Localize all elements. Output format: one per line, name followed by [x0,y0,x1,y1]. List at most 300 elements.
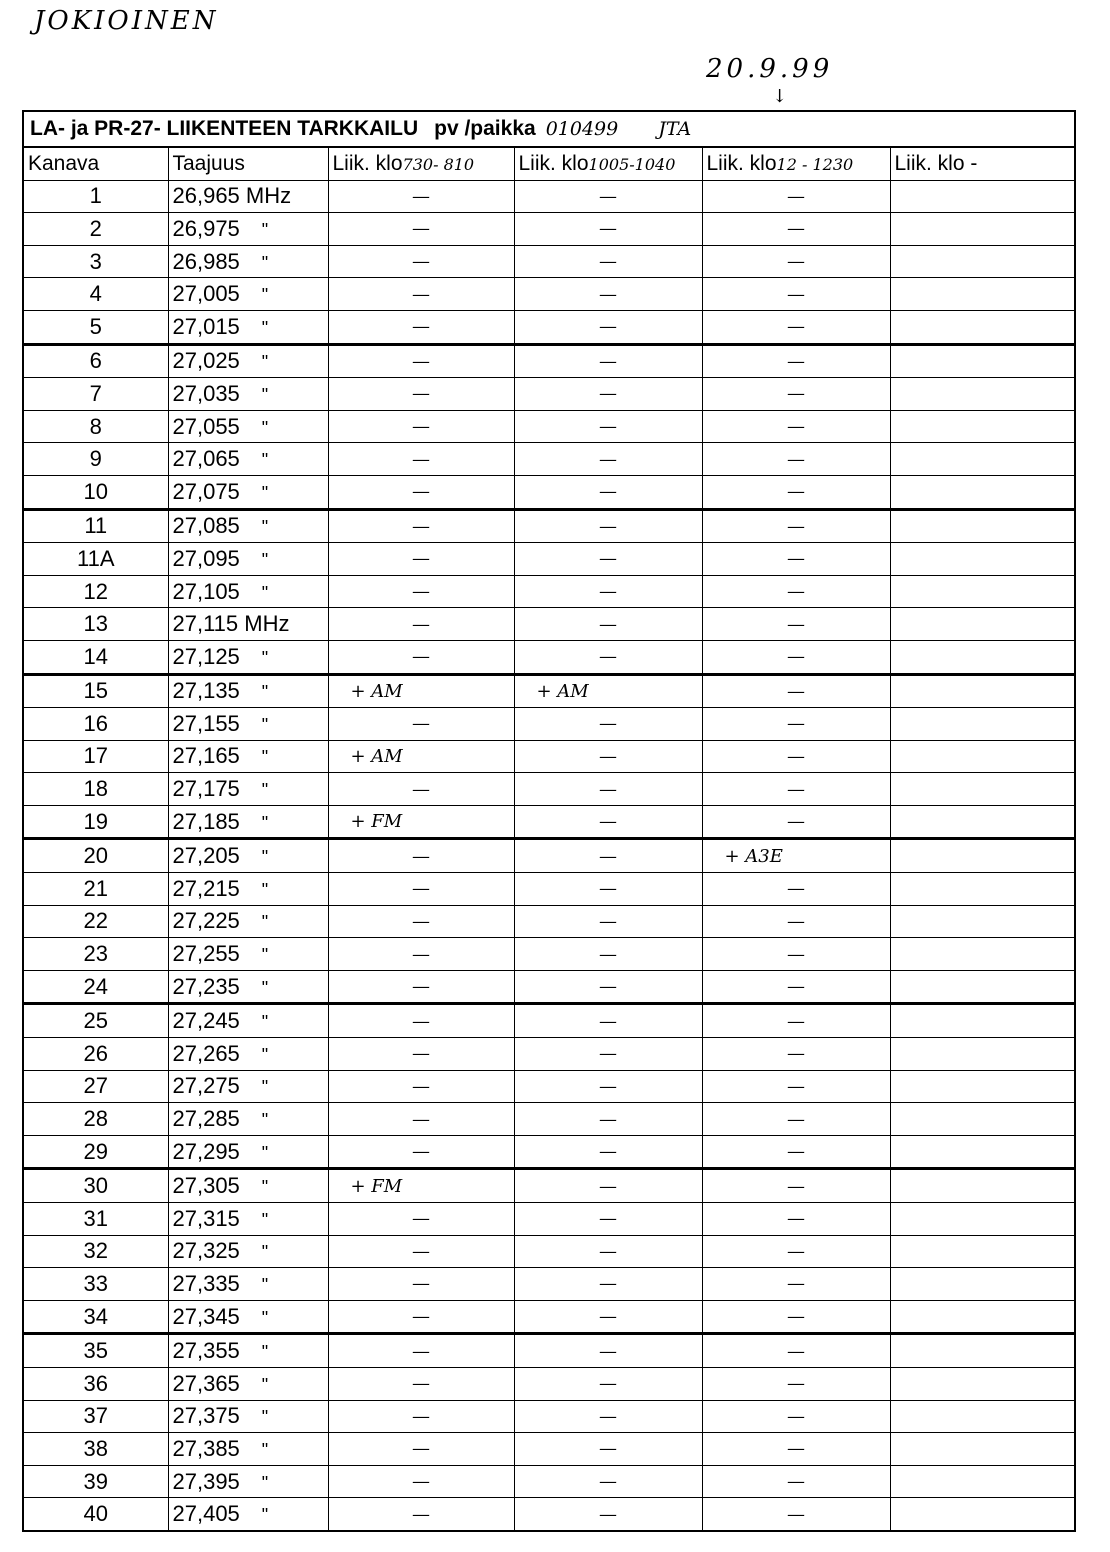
ditto-mark: " [261,912,269,933]
observation-slot-2: — [514,1038,702,1071]
frequency-cell [168,1203,328,1236]
observation-slot-2: — [514,640,702,674]
channel-number: 31 [24,1203,168,1236]
frequency-cell [168,640,328,674]
observation-slot-4 [890,873,1074,906]
place-value: 010499 [545,118,619,140]
frequency-value: 27,205 [172,843,240,869]
observation-slot-3: — [702,1367,890,1400]
observation-slot-3: — [702,674,890,708]
observation-slot-3: — [702,1498,890,1530]
frequency-cell [168,509,328,543]
channel-number: 4 [24,278,168,311]
table-row [24,773,1074,806]
observation-slot-3: — [702,410,890,443]
observation-slot-4 [890,1235,1074,1268]
channel-number: 17 [24,740,168,773]
place-label: pv /paikka [434,117,536,140]
observation-slot-4 [890,773,1074,806]
observation-slot-1: — [328,970,514,1004]
monitoring-form [22,110,1076,1532]
observation-slot-3: — [702,443,890,476]
frequency-value: 27,355 [172,1338,240,1364]
channel-number: 35 [24,1334,168,1368]
frequency-value: 27,005 [172,281,240,307]
ditto-mark: " [261,482,269,503]
channel-number: 13 [24,608,168,641]
observation-slot-1: — [328,1103,514,1136]
frequency-cell [168,970,328,1004]
channel-number: 30 [24,1169,168,1203]
frequency-value: 27,255 [172,941,240,967]
ditto-mark: " [261,1077,269,1098]
ditto-mark: " [261,285,269,306]
observation-slot-4 [890,970,1074,1004]
observation-slot-3: — [702,1400,890,1433]
form-title: LA- ja PR-27- LIIKENTEEN TARKKAILU [30,117,419,140]
observation-slot-1: — [328,1498,514,1530]
ditto-mark: " [261,812,269,833]
frequency-cell [168,475,328,509]
observation-slot-2: — [514,344,702,378]
observation-slot-3: — [702,1135,890,1169]
channel-number: 32 [24,1235,168,1268]
observation-slot-1: — [328,575,514,608]
frequency-cell [168,245,328,278]
observation-slot-1: — [328,1070,514,1103]
observation-slot-3: — [702,708,890,741]
observation-slot-3: — [702,905,890,938]
observation-slot-4 [890,543,1074,576]
frequency-cell [168,1169,328,1203]
channel-number: 39 [24,1465,168,1498]
ditto-mark: " [261,945,269,966]
channel-number: 24 [24,970,168,1004]
observation-slot-3: — [702,740,890,773]
observation-slot-3: — [702,1268,890,1301]
header-taajuus: Taajuus [168,148,328,180]
frequency-value: 27,265 [172,1040,240,1066]
observation-slot-3: — [702,278,890,311]
ditto-mark: " [261,219,269,240]
observation-slot-1: — [328,180,514,213]
ditto-mark: " [261,1142,269,1163]
ditto-mark: " [261,252,269,273]
table-header-row [24,148,1074,180]
frequency-value: 27,235 [172,973,240,999]
observation-slot-2: — [514,1103,702,1136]
observation-slot-4 [890,1300,1074,1334]
frequency-cell [168,1038,328,1071]
table-row [24,509,1074,543]
channel-number: 21 [24,873,168,906]
frequency-cell [168,773,328,806]
table-row [24,1235,1074,1268]
observation-slot-3: — [702,310,890,344]
observation-slot-2: — [514,839,702,873]
header-liik-3-time: 12 - 1230 [776,154,854,174]
table-row [24,1169,1074,1203]
frequency-cell [168,278,328,311]
ditto-mark: " [261,977,269,998]
channel-number: 36 [24,1367,168,1400]
frequency-value: 26,975 [172,215,240,241]
form-title-row [24,112,1074,148]
table-row [24,608,1074,641]
table-row [24,543,1074,576]
observation-slot-1: — [328,475,514,509]
frequency-cell [168,180,328,213]
observation-slot-1: + AM [328,740,514,773]
table-row [24,1135,1074,1169]
observation-slot-1: — [328,1268,514,1301]
frequency-value: 27,015 [172,313,240,339]
observation-slot-1: — [328,708,514,741]
frequency-value: 27,125 [172,643,240,669]
observation-slot-2: — [514,1004,702,1038]
observation-slot-1: — [328,1400,514,1433]
ditto-mark: " [261,417,269,438]
frequency-value: 27,085 [172,513,240,539]
table-row [24,938,1074,971]
observation-slot-2: — [514,475,702,509]
table-row [24,443,1074,476]
table-row [24,905,1074,938]
frequency-value: 27,055 [172,413,240,439]
frequency-cell [168,310,328,344]
observation-slot-3: — [702,1103,890,1136]
frequency-value: 27,275 [172,1073,240,1099]
ditto-mark: " [261,549,269,570]
ditto-mark: " [261,879,269,900]
frequency-cell [168,543,328,576]
observation-slot-2: — [514,1465,702,1498]
channel-number: 28 [24,1103,168,1136]
observation-slot-3: — [702,509,890,543]
observation-slot-4 [890,1004,1074,1038]
observation-slot-4 [890,708,1074,741]
channel-number: 27 [24,1070,168,1103]
observation-slot-1: — [328,1367,514,1400]
channel-number: 7 [24,378,168,411]
table-row [24,708,1074,741]
table-row [24,180,1074,213]
observation-slot-3: — [702,873,890,906]
frequency-value: 27,115 MHz [172,611,290,637]
header-liik-2-time: 1005-1040 [588,154,676,174]
observation-slot-3: — [702,1169,890,1203]
observation-slot-3: — [702,1235,890,1268]
frequency-cell [168,1103,328,1136]
header-liik-1-label: Liik. klo [332,151,403,175]
ditto-mark: " [261,1374,269,1395]
table-row [24,674,1074,708]
table-row [24,1300,1074,1334]
frequency-cell [168,1235,328,1268]
observation-slot-2: — [514,1400,702,1433]
frequency-value: 27,215 [172,875,240,901]
table-row [24,1433,1074,1466]
observation-slot-4 [890,1135,1074,1169]
table-row [24,640,1074,674]
frequency-value: 26,985 [172,248,240,274]
observation-slot-1: — [328,839,514,873]
channel-number: 38 [24,1433,168,1466]
observation-slot-1: — [328,1135,514,1169]
frequency-value: 27,065 [172,446,240,472]
frequency-value: 27,385 [172,1435,240,1461]
frequency-value: 27,105 [172,578,240,604]
channel-number: 1 [24,180,168,213]
ditto-mark: " [261,682,269,703]
table-row [24,839,1074,873]
observation-slot-4 [890,839,1074,873]
channel-number: 14 [24,640,168,674]
observation-slot-3: — [702,213,890,246]
place-code: JTA [658,118,692,140]
frequency-value: 27,395 [172,1468,240,1494]
observation-slot-4 [890,1367,1074,1400]
ditto-mark: " [261,1110,269,1131]
observation-slot-1: — [328,640,514,674]
frequency-cell [168,1400,328,1433]
frequency-value: 27,225 [172,908,240,934]
frequency-cell [168,1004,328,1038]
channel-number: 18 [24,773,168,806]
observation-slot-3: — [702,1433,890,1466]
table-row [24,1103,1074,1136]
observation-slot-1: — [328,1300,514,1334]
observation-slot-3: — [702,245,890,278]
table-row [24,970,1074,1004]
table-row [24,873,1074,906]
observation-slot-2: — [514,740,702,773]
observation-slot-2: — [514,1169,702,1203]
observation-slot-1: — [328,1203,514,1236]
channel-number: 19 [24,805,168,839]
frequency-cell [168,674,328,708]
channel-number: 8 [24,410,168,443]
channel-table [24,148,1074,1530]
frequency-value: 27,135 [172,678,240,704]
frequency-value: 27,285 [172,1106,240,1132]
observation-slot-1: + FM [328,805,514,839]
table-row [24,310,1074,344]
header-liik-4: Liik. klo - [890,148,1074,180]
observation-slot-2: — [514,575,702,608]
observation-slot-4 [890,1334,1074,1368]
ditto-mark: " [261,1505,269,1526]
ditto-mark: " [261,1342,269,1363]
frequency-value: 27,165 [172,743,240,769]
frequency-value: 27,335 [172,1270,240,1296]
ditto-mark: " [261,1472,269,1493]
ditto-mark: " [261,1407,269,1428]
observation-slot-2: + AM [514,674,702,708]
frequency-cell [168,1300,328,1334]
frequency-value: 27,345 [172,1303,240,1329]
channel-number: 10 [24,475,168,509]
frequency-value: 26,965 MHz [172,183,292,209]
observation-slot-1: — [328,443,514,476]
channel-number: 12 [24,575,168,608]
observation-slot-3: + A3E [702,839,890,873]
observation-slot-1: + AM [328,674,514,708]
table-row [24,1038,1074,1071]
observation-slot-4 [890,938,1074,971]
table-row [24,278,1074,311]
frequency-value: 27,245 [172,1008,240,1034]
observation-slot-1: — [328,1004,514,1038]
observation-slot-2: — [514,1203,702,1236]
frequency-cell [168,873,328,906]
frequency-cell [168,575,328,608]
ditto-mark: " [261,1307,269,1328]
observation-slot-1: — [328,410,514,443]
frequency-cell [168,378,328,411]
channel-number: 23 [24,938,168,971]
ditto-mark: " [261,384,269,405]
observation-slot-4 [890,180,1074,213]
observation-slot-3: — [702,543,890,576]
observation-slot-4 [890,310,1074,344]
observation-slot-3: — [702,180,890,213]
observation-slot-2: — [514,1070,702,1103]
observation-slot-2: — [514,509,702,543]
frequency-value: 27,025 [172,348,240,374]
ditto-mark: " [261,450,269,471]
observation-slot-2: — [514,1367,702,1400]
observation-slot-1: — [328,213,514,246]
frequency-cell [168,443,328,476]
frequency-cell [168,740,328,773]
frequency-cell [168,1498,328,1530]
frequency-value: 27,315 [172,1205,240,1231]
observation-slot-3: — [702,640,890,674]
observation-slot-1: — [328,905,514,938]
observation-slot-3: — [702,575,890,608]
observation-slot-1: — [328,278,514,311]
observation-slot-4 [890,805,1074,839]
frequency-value: 27,075 [172,478,240,504]
observation-slot-4 [890,213,1074,246]
table-row [24,1334,1074,1368]
table-row [24,1367,1074,1400]
observation-slot-3: — [702,1203,890,1236]
channel-number: 22 [24,905,168,938]
observation-slot-3: — [702,1004,890,1038]
table-row [24,1004,1074,1038]
ditto-mark: " [261,582,269,603]
observation-slot-4 [890,410,1074,443]
ditto-mark: " [261,1274,269,1295]
observation-slot-4 [890,575,1074,608]
observation-slot-4 [890,905,1074,938]
observation-slot-2: — [514,708,702,741]
table-row [24,1268,1074,1301]
observation-slot-2: — [514,805,702,839]
table-row [24,1400,1074,1433]
handwritten-date: 20.9.99 [706,54,834,84]
frequency-cell [168,1070,328,1103]
frequency-cell [168,805,328,839]
observation-slot-4 [890,1169,1074,1203]
observation-slot-1: — [328,773,514,806]
observation-slot-1: — [328,1038,514,1071]
observation-slot-2: — [514,1433,702,1466]
observation-slot-4 [890,1203,1074,1236]
observation-slot-4 [890,640,1074,674]
observation-slot-2: — [514,1268,702,1301]
observation-slot-2: — [514,905,702,938]
observation-slot-1: — [328,310,514,344]
observation-slot-2: — [514,378,702,411]
observation-slot-4 [890,674,1074,708]
frequency-cell [168,1433,328,1466]
observation-slot-4 [890,1103,1074,1136]
ditto-mark: " [261,352,269,373]
channel-number: 26 [24,1038,168,1071]
observation-slot-3: — [702,1334,890,1368]
table-row [24,575,1074,608]
channel-number: 20 [24,839,168,873]
ditto-mark: " [261,1209,269,1230]
observation-slot-4 [890,475,1074,509]
observation-slot-2: — [514,310,702,344]
observation-slot-4 [890,278,1074,311]
observation-slot-2: — [514,1235,702,1268]
observation-slot-1: — [328,608,514,641]
ditto-mark: " [261,1177,269,1198]
observation-slot-1: — [328,873,514,906]
observation-slot-2: — [514,608,702,641]
frequency-value: 27,185 [172,808,240,834]
observation-slot-3: — [702,970,890,1004]
channel-number: 16 [24,708,168,741]
channel-number: 15 [24,674,168,708]
header-liik-1 [328,148,514,180]
ditto-mark: " [261,714,269,735]
table-row [24,213,1074,246]
observation-slot-1: — [328,1433,514,1466]
channel-number: 33 [24,1268,168,1301]
frequency-cell [168,344,328,378]
frequency-value: 27,155 [172,710,240,736]
frequency-cell [168,1465,328,1498]
table-row [24,740,1074,773]
frequency-cell [168,839,328,873]
frequency-cell [168,708,328,741]
handwritten-location-name: JOKIOINEN [34,6,219,36]
observation-slot-3: — [702,475,890,509]
observation-slot-4 [890,245,1074,278]
ditto-mark: " [261,780,269,801]
observation-slot-1: — [328,509,514,543]
observation-slot-3: — [702,1038,890,1071]
header-liik-1-time: 730- 810 [402,154,475,174]
observation-slot-1: — [328,1334,514,1368]
observation-slot-2: — [514,773,702,806]
ditto-mark: " [261,1012,269,1033]
header-liik-2 [514,148,702,180]
observation-slot-4 [890,378,1074,411]
observation-slot-4 [890,1038,1074,1071]
frequency-value: 27,365 [172,1370,240,1396]
ditto-mark: " [261,1242,269,1263]
observation-slot-4 [890,1070,1074,1103]
frequency-cell [168,213,328,246]
table-row [24,1203,1074,1236]
